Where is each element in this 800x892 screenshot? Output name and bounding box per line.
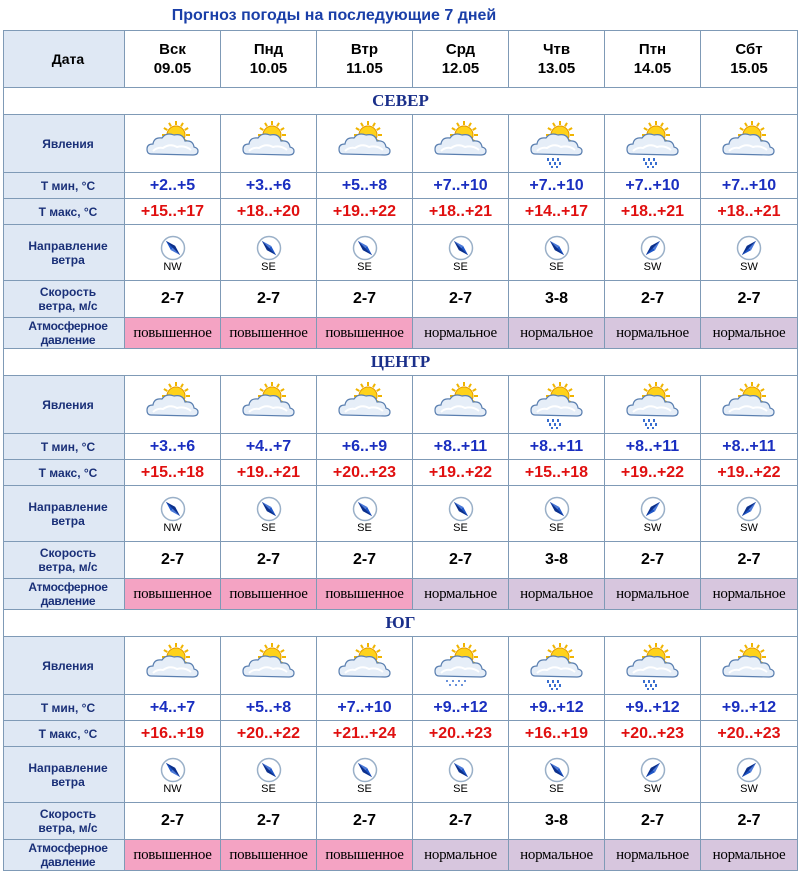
wind-speed-cell: 2-7 [317,542,413,579]
row-label [4,225,125,281]
wind-compass-icon [448,496,474,522]
tmin-cell: +3..+6 [221,173,317,199]
row-label-text: Скорость [39,285,97,299]
wind-compass-icon [640,757,666,783]
tmin-cell: +4..+7 [221,434,317,460]
partly-cloudy-icon [239,642,299,690]
header-row [4,31,798,88]
wind-compass-icon [256,496,282,522]
phenomena-cell [317,376,413,434]
partly-cloudy-icon [335,642,395,690]
tmax-cell: +19..+22 [317,199,413,225]
forecast-table-body [4,31,798,871]
row-label-text: Скорость [39,546,97,560]
row-label-text: Атмосферное [28,580,108,594]
row-label-text: Скорость [39,807,97,821]
row-label-text: Явления [42,136,94,151]
tmax-cell: +18..+21 [701,199,798,225]
page-title-bar [0,0,800,30]
region-header [4,88,798,115]
pressure-cell: нормальное [413,579,509,610]
phenomena-cell [317,115,413,173]
region-header-row [4,610,798,637]
wind-direction-row [4,225,798,281]
wind-speed-cell: 2-7 [125,803,221,840]
row-label [4,695,125,721]
pressure-cell: повышенное [221,318,317,349]
pressure-cell: нормальное [605,318,701,349]
tmax-cell: +16..+19 [125,721,221,747]
wind-direction-cell [317,747,413,803]
wind-direction-label: SW [643,782,662,795]
row-label [4,637,125,695]
row-label-text: ветра, м/с [38,299,98,313]
phenomena-row [4,637,798,695]
partly-cloudy-icon [335,120,395,168]
day-name: Срд [445,41,476,58]
wind-direction-label: SE [453,521,468,534]
partly-cloudy-icon [719,642,779,690]
pressure-cell: повышенное [317,318,413,349]
wind-speed-cell: 2-7 [221,542,317,579]
wind-direction-cell [701,486,798,542]
partly-cloudy-icon [719,381,779,429]
phenomena-cell [701,115,798,173]
wind-compass-icon [352,496,378,522]
wind-direction-label: SE [261,260,276,273]
row-label-text: Явления [42,397,94,412]
tmax-cell: +20..+22 [221,721,317,747]
wind-direction-cell [413,747,509,803]
pressure-cell: повышенное [125,318,221,349]
page-title: Прогноз погоды на последующие 7 дней [171,7,497,24]
cloud-drizzle-icon [431,642,491,690]
wind-direction-label: SW [643,521,662,534]
wind-speed-cell: 2-7 [221,281,317,318]
pressure-cell: нормальное [509,579,605,610]
day-header [221,31,317,88]
day-date: 13.05 [537,60,576,77]
tmax-cell: +18..+21 [413,199,509,225]
wind-direction-label: SW [740,521,758,534]
wind-speed-cell: 2-7 [701,542,798,579]
day-date: 15.05 [730,60,768,77]
pressure-cell: нормальное [413,840,509,871]
wind-direction-label: SE [549,782,564,795]
wind-direction-row [4,747,798,803]
wind-speed-cell: 2-7 [221,803,317,840]
partly-cloudy-icon [335,381,395,429]
region-name: ЦЕНТР [370,352,431,371]
tmax-cell: +19..+22 [413,460,509,486]
tmax-cell: +15..+18 [509,460,605,486]
phenomena-cell [221,376,317,434]
tmax-cell: +18..+20 [221,199,317,225]
day-name: Вск [159,41,186,58]
wind-direction-cell [317,486,413,542]
day-date: 14.05 [633,60,672,77]
day-header [605,31,701,88]
partly-cloudy-icon [431,120,491,168]
row-label [4,579,125,610]
tmin-cell: +3..+6 [125,434,221,460]
tmin-cell: +5..+8 [221,695,317,721]
tmin-cell: +6..+9 [317,434,413,460]
wind-compass-icon [736,496,762,522]
row-label-text: ветра [51,513,85,528]
day-date: 10.05 [249,60,288,77]
wind-speed-row [4,803,798,840]
wind-direction-row [4,486,798,542]
pressure-cell: повышенное [125,579,221,610]
wind-direction-cell [125,486,221,542]
wind-direction-label: SW [740,782,758,795]
cloud-rain-icon [527,120,587,168]
wind-speed-row [4,542,798,579]
pressure-row [4,579,798,610]
partly-cloudy-icon [239,120,299,168]
cloud-rain-icon [623,381,683,429]
pressure-cell: повышенное [221,840,317,871]
pressure-cell: повышенное [317,840,413,871]
phenomena-row [4,376,798,434]
phenomena-cell [701,637,798,695]
tmin-cell: +7..+10 [413,173,509,199]
wind-compass-icon [256,757,282,783]
wind-compass-icon [544,757,570,783]
row-label-text: Направление [28,238,108,253]
row-label [4,542,125,579]
wind-direction-label: SE [453,782,468,795]
wind-direction-cell [509,225,605,281]
wind-direction-label: SE [357,782,372,795]
wind-compass-icon [544,235,570,261]
region-header-row [4,88,798,115]
wind-compass-icon [352,757,378,783]
partly-cloudy-icon [143,642,203,690]
wind-direction-label: SE [357,521,372,534]
phenomena-cell [317,637,413,695]
pressure-cell: повышенное [125,840,221,871]
pressure-cell: нормальное [701,840,798,871]
wind-direction-cell [413,486,509,542]
phenomena-cell [701,376,798,434]
phenomena-cell [509,637,605,695]
wind-speed-cell: 2-7 [605,281,701,318]
wind-direction-cell [605,747,701,803]
wind-direction-cell [317,225,413,281]
row-label [4,840,125,871]
day-header [413,31,509,88]
tmin-row [4,434,798,460]
day-header [125,31,221,88]
tmax-row [4,721,798,747]
tmax-cell: +18..+21 [605,199,701,225]
tmax-cell: +19..+21 [221,460,317,486]
tmax-cell: +19..+22 [605,460,701,486]
wind-speed-cell: 2-7 [125,281,221,318]
row-label-text: давление [40,855,96,869]
tmin-cell: +7..+10 [701,173,798,199]
wind-direction-label: SE [357,260,372,273]
row-label [4,434,125,460]
pressure-cell: нормальное [509,318,605,349]
day-name: Втр [350,41,379,58]
phenomena-row [4,115,798,173]
pressure-cell: нормальное [509,840,605,871]
wind-compass-icon [544,496,570,522]
wind-direction-cell [125,225,221,281]
row-label-text: Явления [42,658,94,673]
wind-speed-cell: 3-8 [509,281,605,318]
tmax-cell: +20..+23 [317,460,413,486]
phenomena-cell [413,115,509,173]
wind-compass-icon [160,757,186,783]
day-name: Пнд [253,41,284,58]
day-name: Птн [638,41,667,58]
phenomena-cell [509,376,605,434]
wind-direction-label: SE [453,260,468,273]
wind-compass-icon [448,757,474,783]
tmin-cell: +9..+12 [701,695,798,721]
wind-direction-cell [221,747,317,803]
phenomena-cell [605,115,701,173]
wind-speed-cell: 2-7 [701,803,798,840]
row-label [4,318,125,349]
row-label [4,486,125,542]
wind-compass-icon [448,235,474,261]
row-label-text: Т мин, °С [40,700,96,715]
day-date: 11.05 [346,60,383,77]
row-label-text: Т макс, °С [38,204,98,219]
tmax-cell: +20..+23 [701,721,798,747]
wind-compass-icon [160,496,186,522]
tmin-cell: +4..+7 [125,695,221,721]
wind-speed-cell: 2-7 [605,803,701,840]
pressure-row [4,318,798,349]
wind-direction-label: NW [163,260,182,273]
wind-direction-cell [509,486,605,542]
day-name: Чтв [542,41,571,58]
tmin-cell: +9..+12 [605,695,701,721]
wind-speed-cell: 3-8 [509,803,605,840]
row-label-text: давление [40,333,96,347]
row-label-text: Т мин, °С [40,178,96,193]
pressure-cell: нормальное [413,318,509,349]
wind-direction-label: SE [261,782,276,795]
tmin-cell: +7..+10 [509,173,605,199]
wind-direction-cell [221,225,317,281]
tmin-cell: +2..+5 [125,173,221,199]
row-label-text: Т мин, °С [40,439,96,454]
tmin-row [4,173,798,199]
row-label-text: ветра, м/с [38,560,98,574]
wind-direction-label: SE [549,521,564,534]
tmin-cell: +7..+10 [605,173,701,199]
wind-speed-cell: 2-7 [317,281,413,318]
cloud-rain-icon [527,381,587,429]
day-header [509,31,605,88]
wind-direction-cell [509,747,605,803]
tmin-cell: +7..+10 [317,695,413,721]
phenomena-cell [125,376,221,434]
wind-compass-icon [640,496,666,522]
pressure-cell: нормальное [605,840,701,871]
row-label [4,281,125,318]
wind-direction-label: SE [261,521,276,534]
wind-speed-cell: 2-7 [413,281,509,318]
partly-cloudy-icon [143,381,203,429]
day-date: 12.05 [441,60,480,77]
date-header-label: Дата [4,31,125,88]
wind-direction-cell [125,747,221,803]
region-name: СЕВЕР [372,91,429,110]
partly-cloudy-icon [143,120,203,168]
region-header [4,349,798,376]
wind-direction-cell [413,225,509,281]
tmin-cell: +8..+11 [701,434,798,460]
pressure-cell: нормальное [701,579,798,610]
tmax-row [4,460,798,486]
wind-direction-cell [605,486,701,542]
tmax-cell: +20..+23 [605,721,701,747]
phenomena-cell [125,637,221,695]
phenomena-cell [221,115,317,173]
wind-direction-label: SW [643,260,662,273]
tmax-cell: +15..+18 [125,460,221,486]
tmin-cell: +9..+12 [509,695,605,721]
wind-speed-cell: 2-7 [701,281,798,318]
wind-compass-icon [256,235,282,261]
wind-speed-cell: 2-7 [125,542,221,579]
wind-direction-cell [701,225,798,281]
row-label [4,376,125,434]
forecast-table [3,30,798,871]
cloud-rain-icon [527,642,587,690]
row-label-text: ветра [51,252,85,267]
pressure-row [4,840,798,871]
wind-direction-cell [605,225,701,281]
region-header [4,610,798,637]
wind-compass-icon [736,757,762,783]
row-label-text: давление [40,594,96,608]
wind-speed-cell: 2-7 [413,803,509,840]
row-label [4,747,125,803]
day-date: 09.05 [153,60,192,77]
wind-direction-label: SW [740,260,758,273]
wind-speed-cell: 2-7 [605,542,701,579]
wind-speed-cell: 2-7 [317,803,413,840]
wind-direction-cell [701,747,798,803]
row-label [4,173,125,199]
wind-direction-label: SE [549,260,564,273]
wind-direction-label: NW [163,521,182,534]
wind-speed-cell: 2-7 [413,542,509,579]
wind-compass-icon [736,235,762,261]
tmax-cell: +15..+17 [125,199,221,225]
phenomena-cell [413,637,509,695]
partly-cloudy-icon [239,381,299,429]
row-label-text: ветра, м/с [38,821,98,835]
region-name: ЮГ [385,613,416,632]
tmin-cell: +8..+11 [413,434,509,460]
day-header [317,31,413,88]
tmin-cell: +5..+8 [317,173,413,199]
tmax-row [4,199,798,225]
wind-compass-icon [160,235,186,261]
wind-direction-cell [221,486,317,542]
wind-direction-label: NW [163,782,182,795]
row-label [4,199,125,225]
row-label-text: Т макс, °С [38,726,98,741]
partly-cloudy-icon [431,381,491,429]
partly-cloudy-icon [719,120,779,168]
tmax-cell: +19..+22 [701,460,798,486]
tmax-cell: +20..+23 [413,721,509,747]
row-label-text: Направление [28,760,108,775]
row-label-text: Направление [28,499,108,514]
tmin-cell: +8..+11 [509,434,605,460]
row-label [4,721,125,747]
row-label [4,460,125,486]
phenomena-cell [125,115,221,173]
tmax-cell: +14..+17 [509,199,605,225]
pressure-cell: нормальное [605,579,701,610]
phenomena-cell [413,376,509,434]
phenomena-cell [221,637,317,695]
wind-compass-icon [352,235,378,261]
tmax-cell: +21..+24 [317,721,413,747]
pressure-cell: повышенное [317,579,413,610]
wind-compass-icon [640,235,666,261]
tmin-row [4,695,798,721]
cloud-rain-icon [623,642,683,690]
row-label-text: Атмосферное [28,841,108,855]
phenomena-cell [509,115,605,173]
wind-speed-cell: 3-8 [509,542,605,579]
phenomena-cell [605,637,701,695]
pressure-cell: нормальное [701,318,798,349]
row-label-text: Атмосферное [28,319,108,333]
pressure-cell: повышенное [221,579,317,610]
tmax-cell: +16..+19 [509,721,605,747]
row-label-text: ветра [51,774,85,789]
wind-speed-row [4,281,798,318]
region-header-row [4,349,798,376]
day-name: Сбт [735,41,763,58]
cloud-rain-icon [623,120,683,168]
tmin-cell: +8..+11 [605,434,701,460]
row-label [4,115,125,173]
day-header [701,31,798,88]
phenomena-cell [605,376,701,434]
row-label-text: Т макс, °С [38,465,98,480]
tmin-cell: +9..+12 [413,695,509,721]
row-label [4,803,125,840]
